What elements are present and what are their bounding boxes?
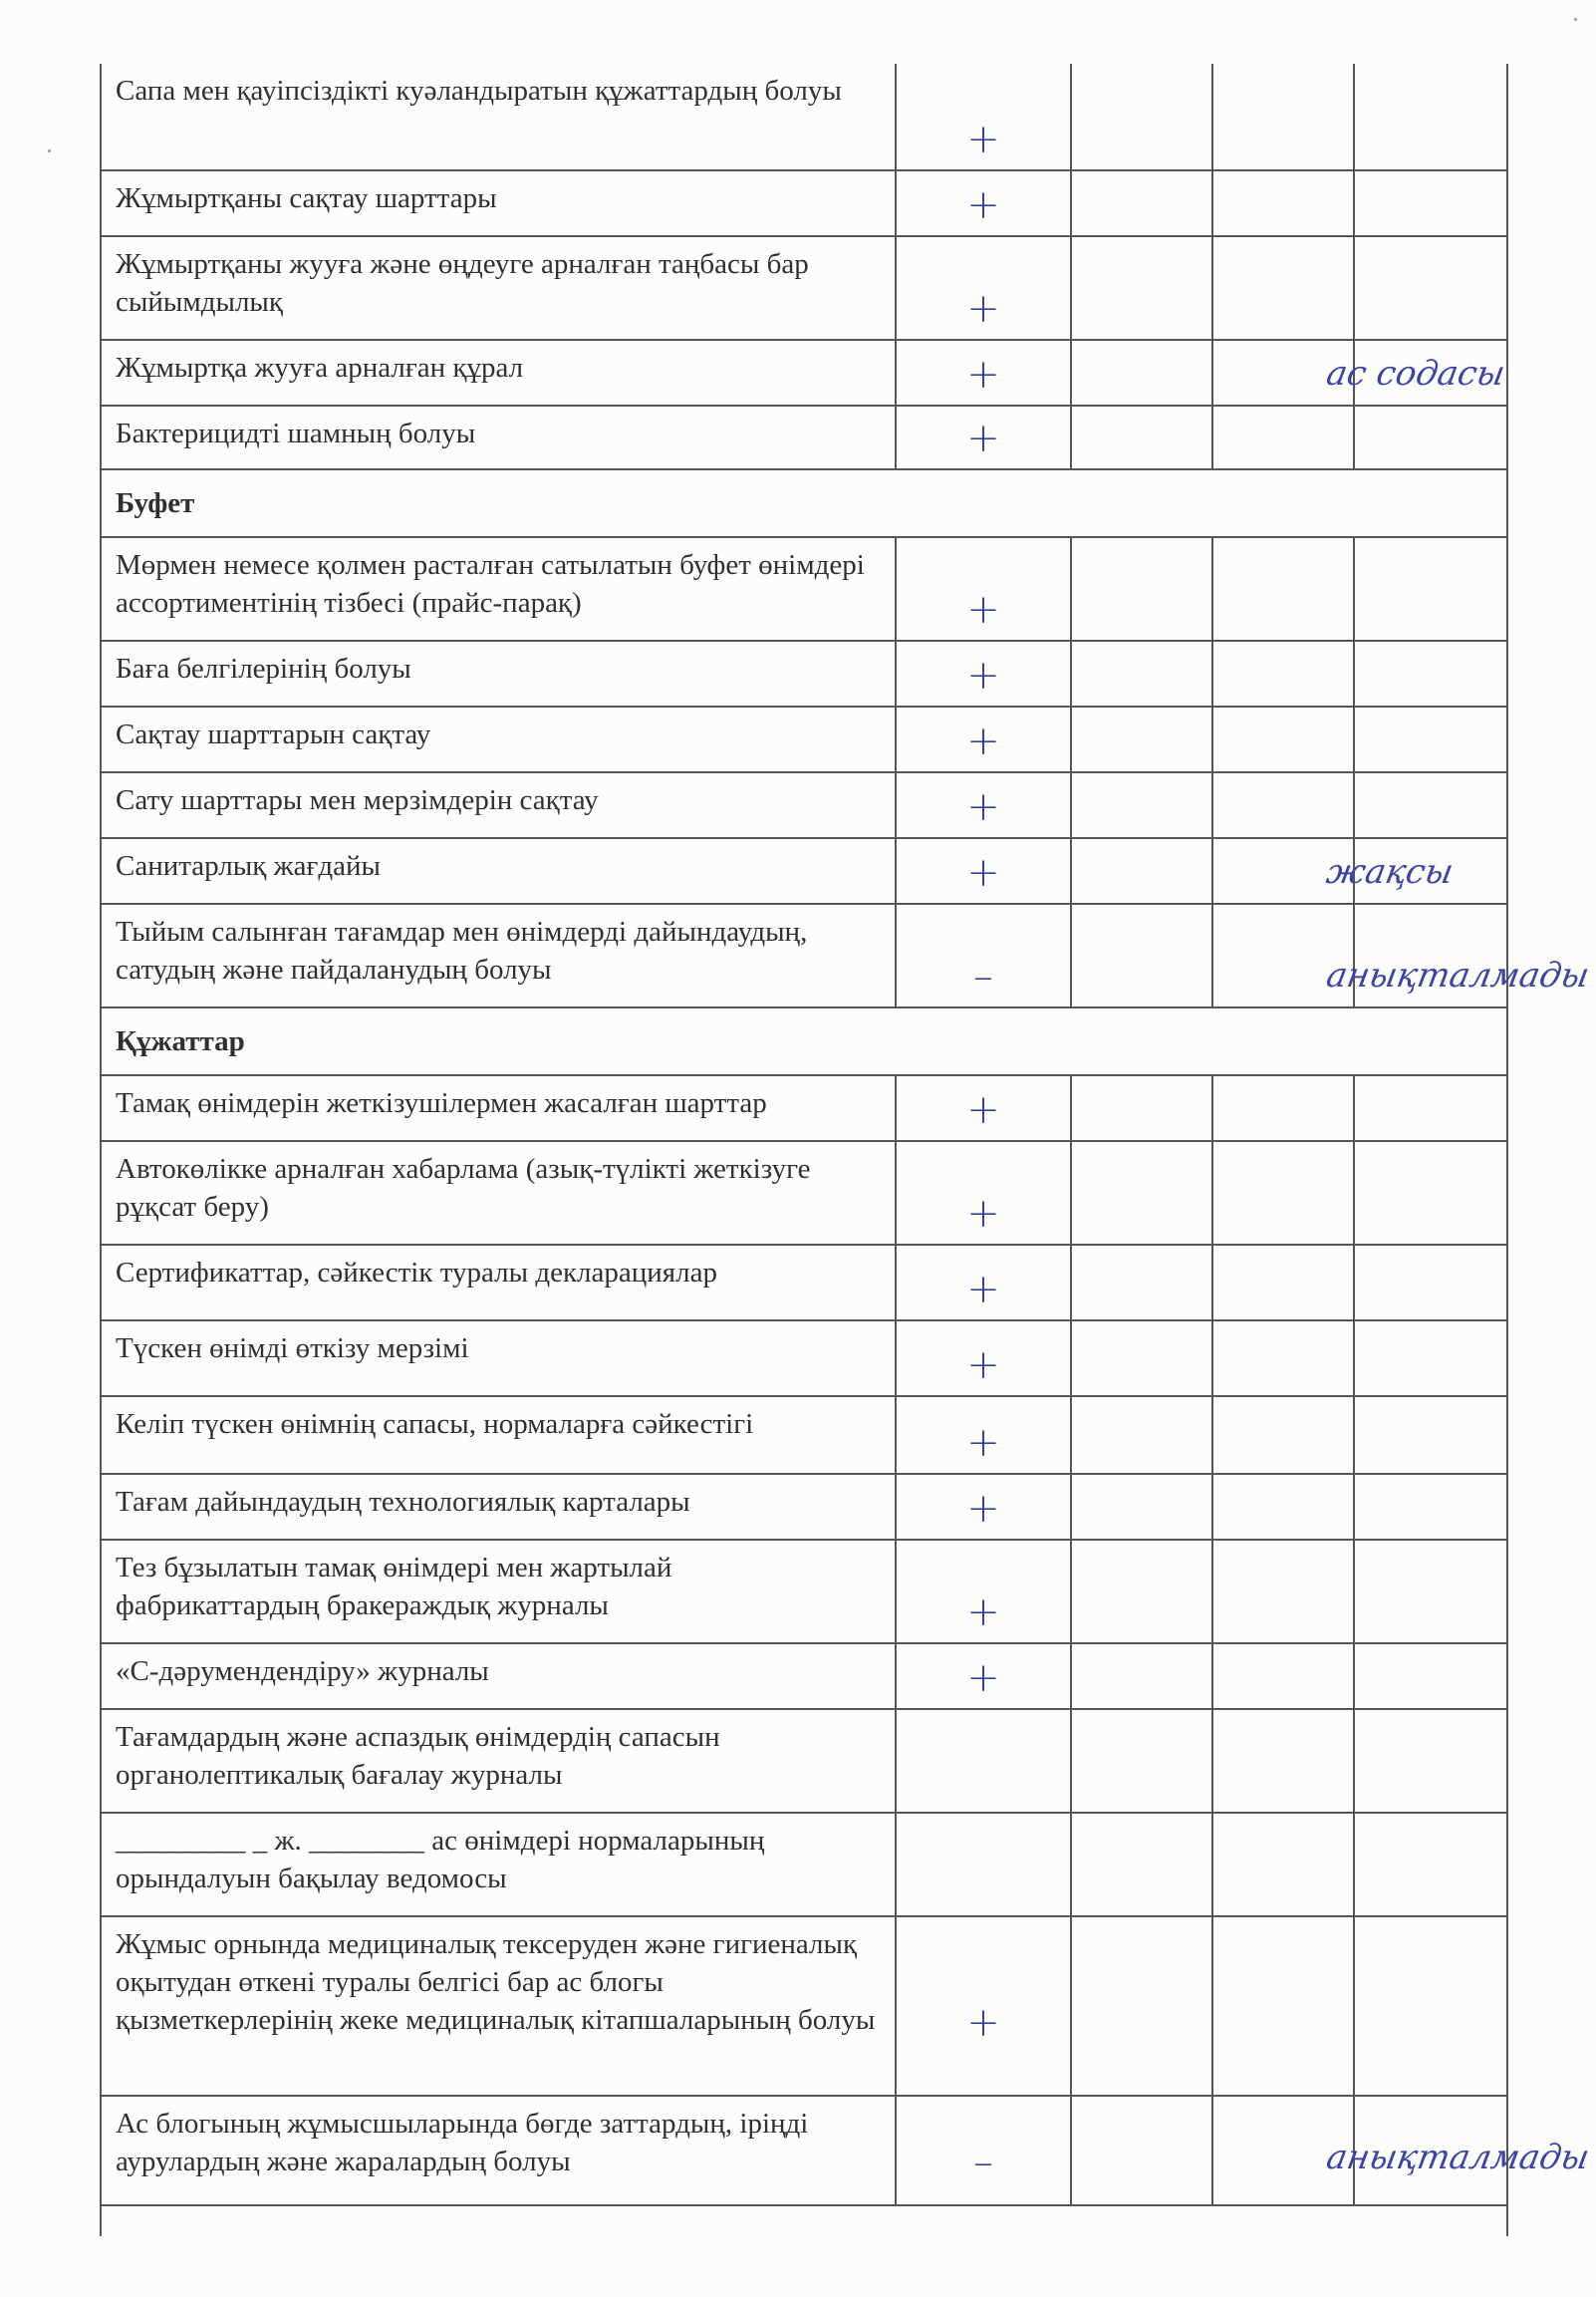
table-row — [102, 1644, 1506, 1710]
table-row — [102, 1475, 1506, 1541]
row-label: Сақтау шарттарын сақтау — [116, 718, 431, 750]
table-row — [102, 2097, 1593, 2206]
row-label: «С-дәрумендендіру» журналы — [116, 1655, 489, 1687]
check-mark: + — [966, 1589, 1000, 1635]
section-title: Құжаттар — [116, 1025, 245, 1057]
table-row — [102, 1917, 1506, 2097]
table-row — [102, 1397, 1506, 1475]
row-label: Тыйым салынған тағамдар мен өнімдерді дайындаудың, сатудың және пайдаланудың болуы — [116, 916, 808, 986]
row-label: Автокөлікке арналған хабарлама (азық-түлікті жеткізуге рұқсат беру) — [116, 1153, 811, 1223]
check-mark: + — [966, 1420, 1000, 1466]
check-mark: + — [966, 653, 1000, 699]
row-label: Сертификаттар, сәйкестік туралы декларациялар — [116, 1257, 717, 1289]
row-label: Мөрмен немесе қолмен расталған сатылатын буфет өнімдері ассортиментінің тізбесі (прайс-парақ) — [116, 549, 865, 619]
check-mark: + — [966, 1486, 1000, 1532]
check-mark: + — [966, 1342, 1000, 1388]
table-row — [102, 1321, 1506, 1397]
row-label: Санитарлық жағдайы — [116, 850, 381, 882]
check-mark: + — [966, 117, 1000, 162]
section-header — [102, 470, 1506, 538]
row-label: Бактерицидті шамның болуы — [116, 418, 476, 449]
table-row — [102, 1076, 1506, 1142]
row-label: Келіп түскен өнімнің сапасы, нормаларға сәйкестігі — [116, 1408, 754, 1440]
checklist-table — [100, 64, 1593, 2236]
row-label: Тез бұзылатын тамақ өнімдері мен жартылай фабрикаттардың бракераждық журналы — [116, 1552, 672, 1621]
check-mark: + — [966, 352, 1000, 398]
check-mark: + — [966, 286, 1000, 332]
table-row — [102, 64, 1506, 171]
scan-speck — [1574, 18, 1577, 21]
row-label: Жұмыртқаны сақтау шарттары — [116, 182, 497, 214]
row-label: Баға белгілерінің болуы — [116, 653, 411, 685]
table-row — [102, 905, 1593, 1008]
table-row — [102, 341, 1506, 407]
check-mark: + — [966, 784, 1000, 830]
check-mark: + — [966, 1267, 1000, 1312]
row-label: Жұмыртқаны жууға және өңдеуге арналған таңбасы бар сыйымдылық — [116, 248, 809, 318]
check-mark: + — [966, 1191, 1000, 1237]
check-mark: + — [966, 416, 1000, 461]
row-label: Тағамдардың және аспаздық өнімдердің сапасын органолептикалық бағалау журналы — [116, 1721, 720, 1791]
row-label: Түскен өнімді өткізу мерзімі — [116, 1332, 469, 1364]
check-mark: + — [966, 1655, 1000, 1701]
table-row — [102, 1710, 1506, 1814]
handwritten-note: ас содасы — [1323, 354, 1508, 394]
table-row — [102, 773, 1506, 839]
row-label: Тағам дайындаудың технологиялық карталары — [116, 1486, 690, 1518]
row-label: Тамақ өнімдерін жеткізушілермен жасалған шарттар — [116, 1087, 767, 1119]
handwritten-note: анықталмады — [1323, 2138, 1593, 2177]
table-row — [102, 171, 1506, 237]
check-mark: + — [966, 587, 1000, 633]
table-row — [102, 839, 1506, 905]
row-label: Жұмыс орнында медициналық тексеруден және гигиеналық оқытудан өткені туралы белгісі бар ас блогы қызметкерлерінің жеке медициналық кітапшаларының болуы — [116, 1928, 876, 2036]
check-mark: + — [966, 1087, 1000, 1133]
check-mark: + — [966, 718, 1000, 764]
section-header — [102, 1008, 1506, 1076]
row-label: _________ _ ж. ________ ас өнімдері нормаларының орындалуын бақылау ведомосы — [116, 1825, 765, 1894]
row-label: Сапа мен қауіпсіздікті куәландыратын құжаттардың болуы — [116, 75, 842, 107]
check-mark: + — [966, 182, 1000, 228]
table-row — [102, 1814, 1506, 1917]
table-row — [102, 407, 1506, 470]
section-title: Буфет — [116, 487, 195, 519]
table-row — [102, 642, 1506, 708]
row-label: Жұмыртқа жууға арналған құрал — [116, 352, 524, 384]
table-row — [102, 1142, 1506, 1246]
row-label: Сату шарттары мен мерзімдерін сақтау — [116, 784, 599, 816]
table-row — [102, 237, 1506, 341]
scan-speck — [48, 149, 51, 152]
table-row — [102, 1246, 1506, 1321]
check-mark: + — [966, 850, 1000, 896]
handwritten-note: жақсы — [1323, 852, 1457, 892]
handwritten-note: анықталмады — [1323, 956, 1593, 996]
dash-mark: – — [973, 2140, 993, 2185]
dash-mark: – — [973, 954, 993, 1000]
table-row — [102, 538, 1506, 642]
table-row — [102, 1541, 1506, 1644]
row-label: Ас блогының жұмысшыларында бөгде заттардың, іріңді аурулардың және жаралардың болуы — [116, 2108, 809, 2177]
table-row — [102, 708, 1506, 773]
check-mark: + — [966, 2000, 1000, 2046]
